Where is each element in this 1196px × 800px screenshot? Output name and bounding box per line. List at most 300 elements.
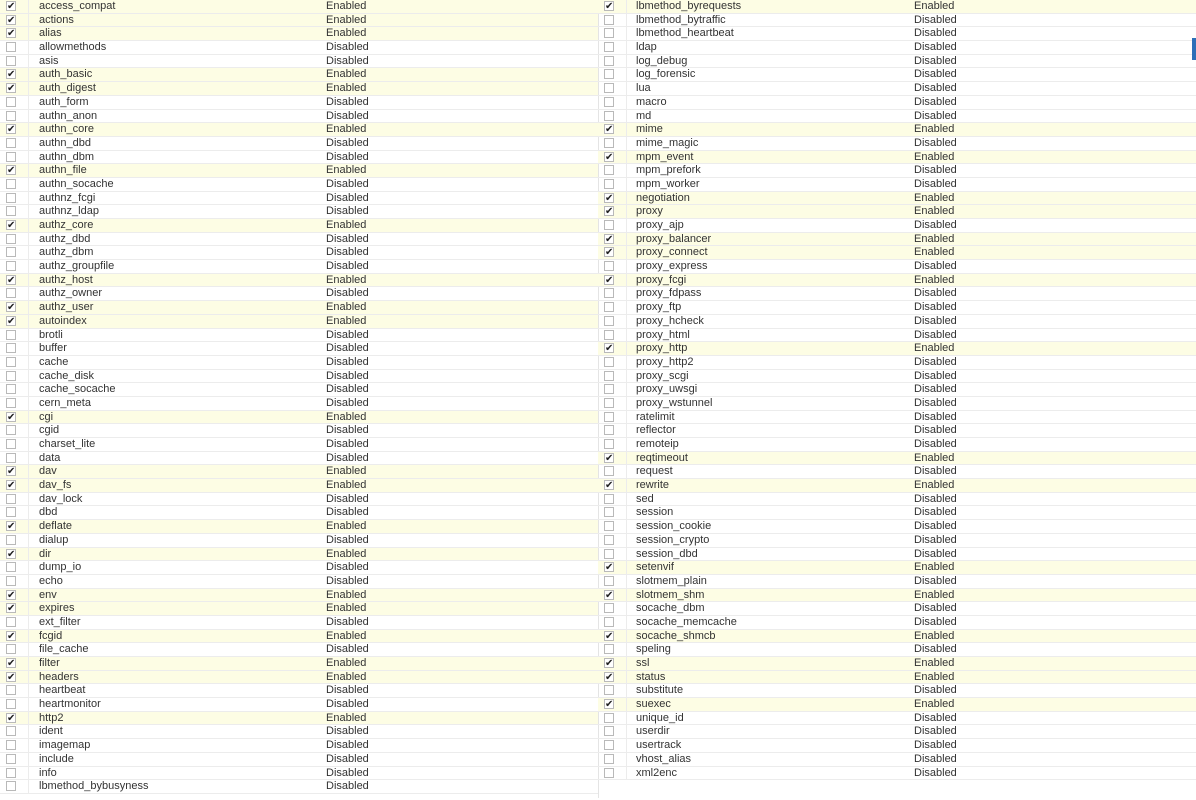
module-checkbox[interactable] bbox=[604, 247, 614, 257]
module-row[interactable] bbox=[598, 397, 1196, 411]
module-checkbox[interactable] bbox=[604, 439, 614, 449]
module-row[interactable] bbox=[598, 287, 1196, 301]
module-checkbox[interactable] bbox=[6, 453, 16, 463]
module-checkbox[interactable] bbox=[604, 631, 614, 641]
module-row[interactable] bbox=[0, 520, 598, 534]
module-checkbox[interactable] bbox=[6, 330, 16, 340]
module-row[interactable] bbox=[0, 233, 598, 247]
module-row[interactable] bbox=[598, 465, 1196, 479]
module-name: proxy_fcgi bbox=[636, 273, 687, 286]
module-status: Disabled bbox=[914, 547, 957, 560]
checkmark-icon: ✔ bbox=[605, 274, 614, 286]
module-row[interactable] bbox=[0, 548, 598, 562]
module-row[interactable] bbox=[598, 424, 1196, 438]
module-checkbox[interactable] bbox=[604, 28, 614, 38]
module-row[interactable] bbox=[598, 205, 1196, 219]
module-row[interactable] bbox=[598, 452, 1196, 466]
module-row[interactable] bbox=[598, 671, 1196, 685]
module-checkbox[interactable] bbox=[604, 603, 614, 613]
module-checkbox[interactable] bbox=[604, 193, 614, 203]
module-checkbox[interactable] bbox=[6, 234, 16, 244]
module-row[interactable] bbox=[0, 383, 598, 397]
module-row[interactable] bbox=[0, 315, 598, 329]
module-checkbox[interactable] bbox=[604, 768, 614, 778]
module-row[interactable] bbox=[0, 301, 598, 315]
module-row[interactable] bbox=[0, 630, 598, 644]
module-checkbox[interactable] bbox=[6, 617, 16, 627]
module-row[interactable] bbox=[0, 589, 598, 603]
module-row[interactable] bbox=[0, 178, 598, 192]
module-row[interactable] bbox=[0, 671, 598, 685]
module-status: Enabled bbox=[326, 410, 367, 423]
module-checkbox[interactable] bbox=[6, 111, 16, 121]
module-name: cgid bbox=[39, 424, 60, 437]
module-row[interactable] bbox=[598, 643, 1196, 657]
scrollbar-thumb[interactable] bbox=[1192, 38, 1196, 60]
module-name: rewrite bbox=[636, 479, 670, 492]
module-row[interactable] bbox=[598, 82, 1196, 96]
module-checkbox[interactable] bbox=[6, 398, 16, 408]
module-checkbox[interactable] bbox=[6, 193, 16, 203]
module-row[interactable] bbox=[598, 14, 1196, 28]
module-checkbox[interactable] bbox=[604, 521, 614, 531]
cell-divider bbox=[28, 192, 29, 205]
module-row[interactable] bbox=[598, 739, 1196, 753]
module-row[interactable] bbox=[598, 548, 1196, 562]
module-checkbox[interactable] bbox=[6, 42, 16, 52]
module-checkbox[interactable] bbox=[6, 768, 16, 778]
module-row[interactable] bbox=[0, 260, 598, 274]
module-checkbox[interactable] bbox=[6, 97, 16, 107]
module-row[interactable] bbox=[0, 356, 598, 370]
module-checkbox[interactable] bbox=[6, 754, 16, 764]
module-checkbox[interactable] bbox=[604, 1, 614, 11]
module-row[interactable] bbox=[598, 96, 1196, 110]
cell-divider bbox=[626, 178, 627, 191]
module-row[interactable] bbox=[0, 370, 598, 384]
module-row[interactable] bbox=[0, 205, 598, 219]
module-checkbox[interactable] bbox=[6, 220, 16, 230]
module-row[interactable] bbox=[0, 479, 598, 493]
module-checkbox[interactable] bbox=[604, 425, 614, 435]
module-checkbox[interactable] bbox=[6, 439, 16, 449]
module-row[interactable] bbox=[0, 151, 598, 165]
module-row[interactable] bbox=[598, 260, 1196, 274]
module-checkbox[interactable] bbox=[604, 138, 614, 148]
module-checkbox[interactable] bbox=[604, 220, 614, 230]
module-checkbox[interactable] bbox=[6, 384, 16, 394]
module-row[interactable] bbox=[0, 575, 598, 589]
module-row[interactable] bbox=[598, 68, 1196, 82]
module-checkbox[interactable] bbox=[604, 288, 614, 298]
cell-divider bbox=[28, 178, 29, 191]
module-checkbox[interactable] bbox=[6, 781, 16, 791]
module-status: Enabled bbox=[326, 273, 367, 286]
module-checkbox[interactable] bbox=[604, 165, 614, 175]
module-checkbox[interactable] bbox=[6, 412, 16, 422]
module-checkbox[interactable] bbox=[604, 152, 614, 162]
module-status: Disabled bbox=[326, 95, 369, 108]
module-status: Disabled bbox=[914, 438, 957, 450]
module-checkbox[interactable] bbox=[604, 494, 614, 504]
cell-divider bbox=[28, 643, 29, 656]
module-checkbox[interactable] bbox=[604, 644, 614, 654]
module-checkbox[interactable] bbox=[604, 384, 614, 394]
module-row[interactable] bbox=[598, 589, 1196, 603]
module-row[interactable] bbox=[0, 192, 598, 206]
module-row[interactable] bbox=[598, 27, 1196, 41]
module-row[interactable] bbox=[0, 602, 598, 616]
module-checkbox[interactable] bbox=[6, 247, 16, 257]
module-checkbox[interactable] bbox=[6, 590, 16, 600]
module-row[interactable] bbox=[598, 0, 1196, 14]
module-row[interactable] bbox=[0, 616, 598, 630]
module-checkbox[interactable] bbox=[6, 343, 16, 353]
module-checkbox[interactable] bbox=[604, 316, 614, 326]
cell-divider bbox=[626, 520, 627, 533]
module-status: Disabled bbox=[326, 191, 369, 204]
module-checkbox[interactable] bbox=[604, 549, 614, 559]
module-row[interactable] bbox=[598, 301, 1196, 315]
module-checkbox[interactable] bbox=[6, 302, 16, 312]
module-row[interactable] bbox=[598, 246, 1196, 260]
module-checkbox[interactable] bbox=[604, 398, 614, 408]
module-checkbox[interactable] bbox=[604, 371, 614, 381]
module-row[interactable] bbox=[0, 287, 598, 301]
module-checkbox[interactable] bbox=[604, 179, 614, 189]
module-row[interactable] bbox=[598, 356, 1196, 370]
module-row[interactable] bbox=[598, 493, 1196, 507]
module-checkbox[interactable] bbox=[6, 138, 16, 148]
module-name: socache_shmcb bbox=[636, 629, 716, 642]
module-row[interactable] bbox=[0, 753, 598, 767]
module-checkbox[interactable] bbox=[6, 275, 16, 285]
module-row[interactable] bbox=[0, 274, 598, 288]
module-checkbox[interactable] bbox=[6, 658, 16, 668]
module-row[interactable] bbox=[0, 712, 598, 726]
module-status: Disabled bbox=[326, 342, 369, 355]
module-row[interactable] bbox=[0, 27, 598, 41]
module-status: Disabled bbox=[326, 780, 369, 793]
module-checkbox[interactable] bbox=[604, 699, 614, 709]
module-row[interactable] bbox=[598, 123, 1196, 137]
module-row[interactable] bbox=[0, 246, 598, 260]
module-name: session bbox=[636, 506, 674, 519]
module-checkbox[interactable] bbox=[6, 425, 16, 435]
module-row[interactable] bbox=[598, 192, 1196, 206]
module-checkbox[interactable] bbox=[6, 56, 16, 66]
module-checkbox[interactable] bbox=[6, 357, 16, 367]
module-status: Disabled bbox=[914, 41, 957, 54]
module-checkbox[interactable] bbox=[6, 316, 16, 326]
module-checkbox[interactable] bbox=[6, 603, 16, 613]
module-row[interactable] bbox=[598, 41, 1196, 55]
module-row[interactable] bbox=[598, 438, 1196, 452]
module-checkbox[interactable] bbox=[604, 590, 614, 600]
module-status: Enabled bbox=[914, 273, 955, 286]
module-row[interactable] bbox=[598, 233, 1196, 247]
module-row[interactable] bbox=[598, 329, 1196, 343]
module-row[interactable] bbox=[0, 96, 598, 110]
checkmark-icon: ✔ bbox=[7, 630, 16, 642]
module-row[interactable] bbox=[0, 424, 598, 438]
module-row[interactable] bbox=[0, 219, 598, 233]
module-row[interactable] bbox=[598, 370, 1196, 384]
module-checkbox[interactable] bbox=[6, 535, 16, 545]
module-row[interactable] bbox=[598, 561, 1196, 575]
module-row[interactable] bbox=[598, 602, 1196, 616]
module-row[interactable] bbox=[0, 657, 598, 671]
cell-divider bbox=[28, 630, 29, 643]
module-checkbox[interactable] bbox=[6, 28, 16, 38]
module-checkbox[interactable] bbox=[604, 111, 614, 121]
module-checkbox[interactable] bbox=[6, 685, 16, 695]
module-checkbox[interactable] bbox=[604, 83, 614, 93]
cell-divider bbox=[28, 424, 29, 437]
cell-divider bbox=[28, 534, 29, 547]
module-row[interactable] bbox=[0, 41, 598, 55]
module-row[interactable] bbox=[598, 479, 1196, 493]
checkmark-icon: ✔ bbox=[7, 480, 16, 492]
module-row[interactable] bbox=[598, 712, 1196, 726]
module-status: Disabled bbox=[914, 355, 957, 368]
module-status: Disabled bbox=[326, 328, 369, 341]
module-row[interactable] bbox=[598, 55, 1196, 69]
module-status: Enabled bbox=[914, 0, 955, 12]
module-checkbox[interactable] bbox=[604, 97, 614, 107]
module-row[interactable] bbox=[0, 506, 598, 520]
module-status: Enabled bbox=[326, 314, 367, 327]
module-row[interactable] bbox=[598, 411, 1196, 425]
module-row[interactable] bbox=[598, 767, 1196, 781]
module-checkbox[interactable] bbox=[6, 288, 16, 298]
cell-divider bbox=[28, 397, 29, 410]
module-checkbox[interactable] bbox=[6, 549, 16, 559]
module-checkbox[interactable] bbox=[6, 740, 16, 750]
cell-divider bbox=[28, 137, 29, 150]
module-checkbox[interactable] bbox=[6, 165, 16, 175]
module-checkbox[interactable] bbox=[604, 576, 614, 586]
module-row[interactable] bbox=[598, 616, 1196, 630]
module-row[interactable] bbox=[0, 465, 598, 479]
module-checkbox[interactable] bbox=[6, 726, 16, 736]
module-row[interactable] bbox=[0, 739, 598, 753]
cell-divider bbox=[28, 589, 29, 602]
module-checkbox[interactable] bbox=[604, 275, 614, 285]
module-name: http2 bbox=[39, 711, 64, 724]
module-row[interactable] bbox=[0, 329, 598, 343]
module-checkbox[interactable] bbox=[6, 562, 16, 572]
checkmark-icon: ✔ bbox=[605, 630, 614, 642]
module-status: Disabled bbox=[914, 287, 957, 300]
module-row[interactable] bbox=[0, 438, 598, 452]
module-checkbox[interactable] bbox=[604, 453, 614, 463]
module-row[interactable] bbox=[0, 14, 598, 28]
module-checkbox[interactable] bbox=[6, 69, 16, 79]
module-row[interactable] bbox=[0, 643, 598, 657]
module-checkbox[interactable] bbox=[604, 330, 614, 340]
module-checkbox[interactable] bbox=[6, 631, 16, 641]
cell-divider bbox=[626, 329, 627, 342]
cell-divider bbox=[28, 151, 29, 164]
module-checkbox[interactable] bbox=[604, 726, 614, 736]
module-row[interactable] bbox=[598, 137, 1196, 151]
module-row[interactable] bbox=[598, 151, 1196, 165]
module-checkbox[interactable] bbox=[6, 672, 16, 682]
module-checkbox[interactable] bbox=[6, 699, 16, 709]
module-checkbox[interactable] bbox=[6, 507, 16, 517]
module-row[interactable] bbox=[0, 725, 598, 739]
module-checkbox[interactable] bbox=[6, 179, 16, 189]
module-row[interactable] bbox=[598, 725, 1196, 739]
module-status: Enabled bbox=[914, 246, 955, 259]
module-checkbox[interactable] bbox=[6, 576, 16, 586]
module-row[interactable] bbox=[0, 164, 598, 178]
module-checkbox[interactable] bbox=[6, 261, 16, 271]
module-checkbox[interactable] bbox=[604, 740, 614, 750]
module-checkbox[interactable] bbox=[6, 521, 16, 531]
module-checkbox[interactable] bbox=[604, 124, 614, 134]
module-checkbox[interactable] bbox=[604, 206, 614, 216]
module-status: Enabled bbox=[914, 479, 955, 492]
cell-divider bbox=[626, 137, 627, 150]
module-row[interactable] bbox=[598, 684, 1196, 698]
module-row[interactable] bbox=[598, 630, 1196, 644]
module-row[interactable] bbox=[0, 698, 598, 712]
module-row[interactable] bbox=[598, 164, 1196, 178]
module-checkbox[interactable] bbox=[604, 466, 614, 476]
module-checkbox[interactable] bbox=[604, 535, 614, 545]
module-row[interactable] bbox=[0, 452, 598, 466]
module-name: log_forensic bbox=[636, 68, 696, 81]
module-checkbox[interactable] bbox=[6, 466, 16, 476]
module-name: auth_form bbox=[39, 95, 89, 108]
module-row[interactable] bbox=[598, 315, 1196, 329]
module-row[interactable] bbox=[598, 753, 1196, 767]
module-checkbox[interactable] bbox=[6, 83, 16, 93]
checkmark-icon: ✔ bbox=[605, 589, 614, 601]
module-checkbox[interactable] bbox=[6, 152, 16, 162]
module-row[interactable] bbox=[0, 684, 598, 698]
module-status: Enabled bbox=[326, 27, 367, 40]
module-checkbox[interactable] bbox=[6, 644, 16, 654]
checkmark-icon: ✔ bbox=[7, 302, 16, 314]
module-name: echo bbox=[39, 574, 63, 587]
module-row[interactable] bbox=[598, 383, 1196, 397]
module-name: ldap bbox=[636, 41, 657, 54]
module-checkbox[interactable] bbox=[604, 658, 614, 668]
module-checkbox[interactable] bbox=[6, 15, 16, 25]
module-row[interactable] bbox=[0, 493, 598, 507]
cell-divider bbox=[626, 192, 627, 205]
module-status: Disabled bbox=[914, 54, 957, 67]
module-checkbox[interactable] bbox=[604, 562, 614, 572]
module-row[interactable] bbox=[0, 342, 598, 356]
module-row[interactable] bbox=[598, 534, 1196, 548]
module-checkbox[interactable] bbox=[6, 480, 16, 490]
module-checkbox[interactable] bbox=[6, 371, 16, 381]
module-row[interactable] bbox=[0, 767, 598, 781]
module-row[interactable] bbox=[598, 698, 1196, 712]
module-row[interactable] bbox=[598, 657, 1196, 671]
module-status: Disabled bbox=[326, 109, 369, 122]
module-row[interactable] bbox=[598, 219, 1196, 233]
module-checkbox[interactable] bbox=[604, 302, 614, 312]
module-row[interactable] bbox=[0, 561, 598, 575]
module-row[interactable] bbox=[598, 274, 1196, 288]
module-checkbox[interactable] bbox=[604, 713, 614, 723]
module-checkbox[interactable] bbox=[604, 357, 614, 367]
module-row[interactable] bbox=[0, 123, 598, 137]
module-row[interactable] bbox=[598, 520, 1196, 534]
module-name: slotmem_shm bbox=[636, 588, 705, 601]
module-checkbox[interactable] bbox=[604, 412, 614, 422]
module-checkbox[interactable] bbox=[6, 1, 16, 11]
checkmark-icon: ✔ bbox=[7, 165, 16, 177]
module-status: Enabled bbox=[914, 588, 955, 601]
cell-divider bbox=[626, 616, 627, 629]
module-checkbox[interactable] bbox=[6, 124, 16, 134]
cell-divider bbox=[28, 753, 29, 766]
checkmark-icon: ✔ bbox=[7, 658, 16, 669]
module-row[interactable] bbox=[598, 178, 1196, 192]
module-checkbox[interactable] bbox=[604, 42, 614, 52]
module-name: mime bbox=[636, 123, 663, 136]
module-checkbox[interactable] bbox=[604, 754, 614, 764]
module-name: log_debug bbox=[636, 54, 688, 67]
module-row[interactable] bbox=[0, 137, 598, 151]
module-row[interactable] bbox=[598, 342, 1196, 356]
module-row[interactable] bbox=[0, 534, 598, 548]
module-row[interactable] bbox=[0, 0, 598, 14]
module-checkbox[interactable] bbox=[604, 234, 614, 244]
cell-divider bbox=[626, 602, 627, 615]
module-checkbox[interactable] bbox=[6, 494, 16, 504]
module-row[interactable] bbox=[598, 110, 1196, 124]
module-checkbox[interactable] bbox=[604, 69, 614, 79]
module-row[interactable] bbox=[0, 82, 598, 96]
module-checkbox[interactable] bbox=[604, 507, 614, 517]
module-row[interactable] bbox=[598, 575, 1196, 589]
module-row[interactable] bbox=[0, 68, 598, 82]
cell-divider bbox=[28, 602, 29, 615]
module-row[interactable] bbox=[0, 411, 598, 425]
module-checkbox[interactable] bbox=[604, 685, 614, 695]
module-checkbox[interactable] bbox=[604, 261, 614, 271]
module-checkbox[interactable] bbox=[604, 480, 614, 490]
module-row[interactable] bbox=[0, 110, 598, 124]
module-checkbox[interactable] bbox=[604, 343, 614, 353]
module-checkbox[interactable] bbox=[604, 15, 614, 25]
module-row[interactable] bbox=[0, 780, 598, 794]
module-name: slotmem_plain bbox=[636, 574, 707, 587]
module-row[interactable] bbox=[598, 506, 1196, 520]
module-name: reqtimeout bbox=[636, 451, 688, 464]
module-row[interactable] bbox=[0, 397, 598, 411]
module-checkbox[interactable] bbox=[6, 713, 16, 723]
module-checkbox[interactable] bbox=[604, 672, 614, 682]
cell-divider bbox=[28, 123, 29, 136]
module-checkbox[interactable] bbox=[604, 56, 614, 66]
module-status: Disabled bbox=[326, 533, 369, 546]
cell-divider bbox=[626, 589, 627, 602]
module-checkbox[interactable] bbox=[604, 617, 614, 627]
module-checkbox[interactable] bbox=[6, 206, 16, 216]
module-row[interactable] bbox=[0, 55, 598, 69]
module-status: Enabled bbox=[914, 191, 955, 204]
module-status: Enabled bbox=[326, 547, 367, 560]
module-status: Disabled bbox=[914, 766, 957, 779]
